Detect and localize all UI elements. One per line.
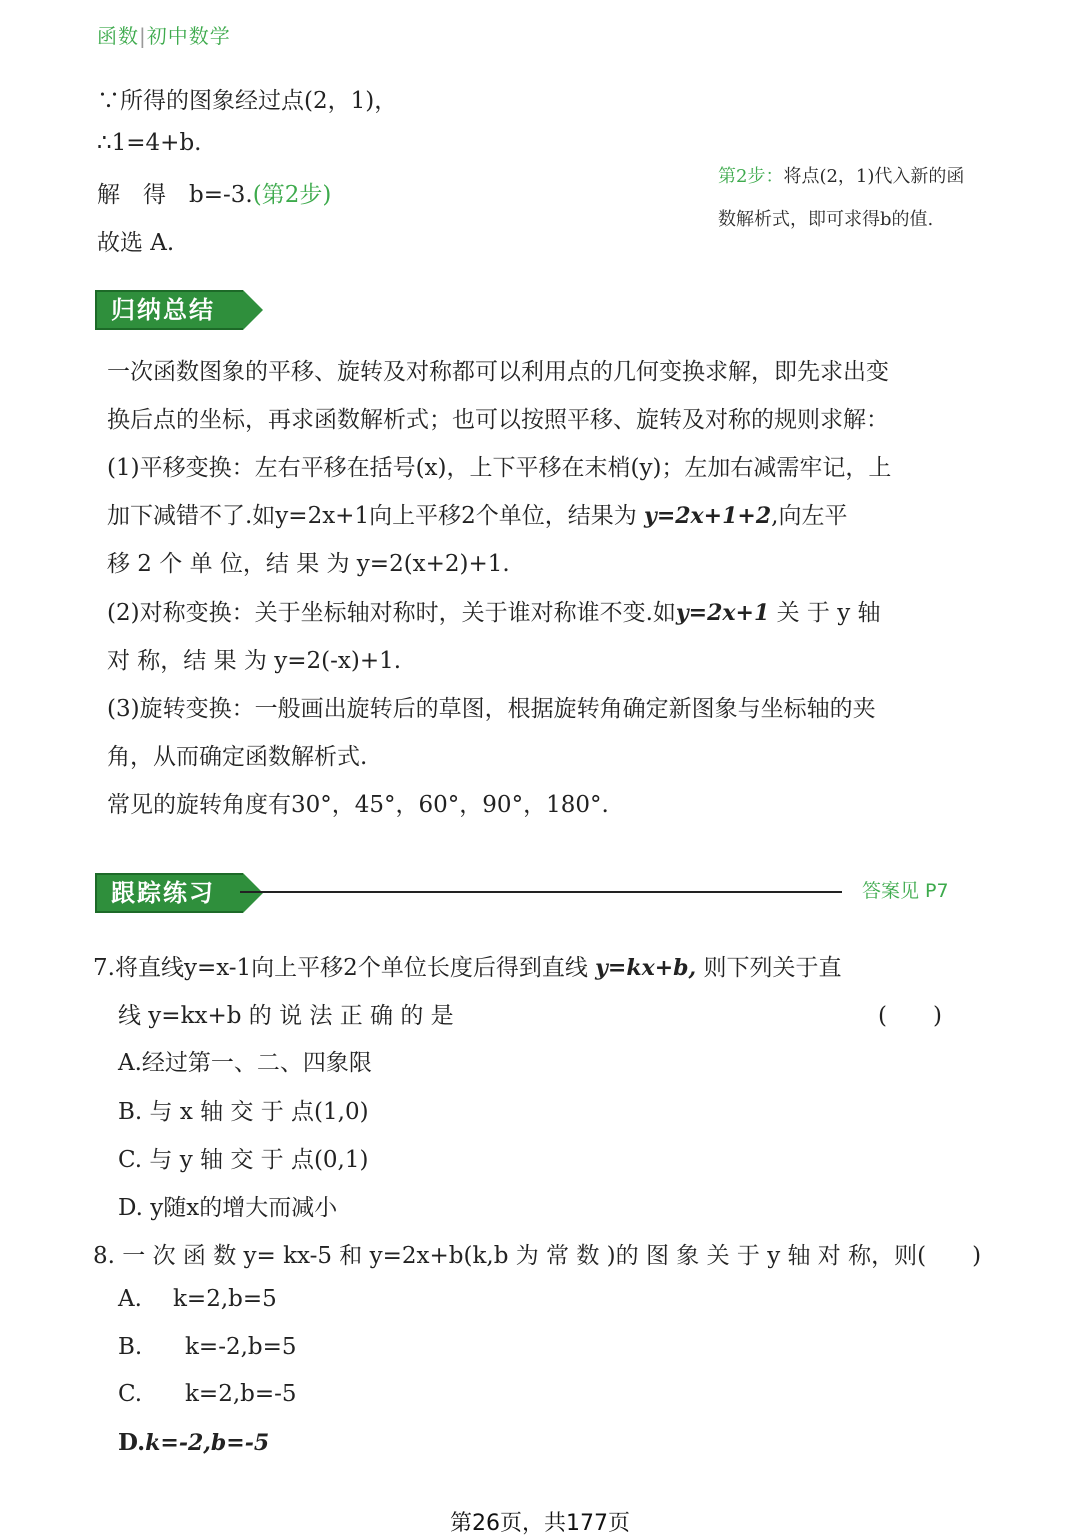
q8-option-b bbox=[118, 1334, 297, 1360]
summary-line-9: 角，从而确定函数解析式. bbox=[107, 744, 368, 770]
practice-banner-label: 跟踪练习 bbox=[95, 873, 243, 913]
summary-line-8: (3)旋转变换：一般画出旋转后的草图，根据旋转角确定新图象与坐标轴的夹 bbox=[107, 696, 876, 722]
q7-stem-text: 7.将直线y=x-1向上平移2个单位长度后得到直线 bbox=[93, 955, 588, 981]
q7-stem-line-1 bbox=[93, 949, 842, 982]
summary-line-4-math: y=2x+1+2 bbox=[644, 503, 772, 529]
q8-option-a-text: k=2,b=5 bbox=[173, 1286, 277, 1312]
page-footer: 第26页，共177页 bbox=[450, 1511, 630, 1536]
header-subject: 函数 bbox=[97, 24, 139, 48]
step-label: (第2步) bbox=[252, 182, 332, 208]
summary-line-5: 移 2 个 单 位，结 果 为 y=2(x+2)+1. bbox=[107, 551, 510, 577]
q7-stem-math: y=kx+b, bbox=[595, 955, 697, 981]
q7-stem-line-2: 线 y=kx+b 的 说 法 正 确 的 是 bbox=[118, 1003, 454, 1029]
header-level: 初中数学 bbox=[146, 24, 231, 48]
page-header bbox=[97, 20, 231, 49]
summary-line-6-suffix: 关 于 y 轴 bbox=[776, 600, 881, 626]
summary-line-6-math: y=2x+1 bbox=[675, 600, 770, 626]
summary-line-4 bbox=[107, 497, 847, 530]
q8-option-b-text: k=-2,b=5 bbox=[185, 1334, 297, 1360]
summary-line-4-text: 加下减错不了.如y=2x+1向上平移2个单位，结果为 bbox=[107, 503, 637, 529]
solution-line-2: ∴1=4+b. bbox=[97, 130, 202, 156]
q8-option-d-letter: D. bbox=[118, 1429, 146, 1456]
q7-option-d: D. y随x的增大而减小 bbox=[118, 1195, 338, 1221]
summary-line-1: 一次函数图象的平移、旋转及对称都可以利用点的几何变换求解，即先求出变 bbox=[107, 359, 889, 385]
q7-option-c: C. 与 y 轴 交 于 点(0,1) bbox=[118, 1147, 369, 1173]
solution-line-3 bbox=[97, 176, 331, 209]
solution-line-1: ∵所得的图象经过点(2，1)， bbox=[97, 88, 398, 114]
summary-line-2: 换后点的坐标，再求函数解析式；也可以按照平移、旋转及对称的规则求解： bbox=[107, 407, 889, 433]
summary-line-6 bbox=[107, 594, 881, 627]
q8-option-a bbox=[118, 1286, 277, 1312]
q8-option-b-letter: B. bbox=[118, 1334, 143, 1360]
q8-stem: 8. 一 次 函 数 y= kx-5 和 y=2x+b(k,b 为 常 数 )的 图 象 关 于 y 轴 对 称，则( ) bbox=[93, 1243, 982, 1269]
q8-option-d-text: k=-2,b=-5 bbox=[145, 1430, 270, 1456]
q8-option-c-letter: C. bbox=[118, 1381, 143, 1407]
side-note-label: 第2步： bbox=[718, 166, 784, 187]
q8-option-c bbox=[118, 1381, 297, 1407]
answer-reference: 答案见 P7 bbox=[862, 880, 949, 902]
q7-option-a: A.经过第一、二、四象限 bbox=[118, 1050, 372, 1076]
section-divider bbox=[240, 891, 842, 893]
solution-line-4: 故选 A. bbox=[97, 230, 175, 256]
header-separator: | bbox=[139, 24, 147, 48]
summary-line-6-text: (2)对称变换：关于坐标轴对称时，关于谁对称谁不变.如 bbox=[107, 600, 676, 626]
side-note bbox=[718, 155, 973, 241]
q8-option-d bbox=[118, 1429, 269, 1456]
q8-option-a-letter: A. bbox=[118, 1286, 142, 1312]
summary-line-3: (1)平移变换：左右平移在括号(x)，上下平移在末梢(y)；左加右减需牢记，上 bbox=[107, 455, 892, 481]
q7-option-b: B. 与 x 轴 交 于 点(1,0) bbox=[118, 1099, 369, 1125]
solution-line-3-main: 解 得 b=-3. bbox=[97, 182, 253, 208]
summary-banner-label: 归纳总结 bbox=[95, 290, 243, 330]
q7-answer-paren: ( ) bbox=[878, 1003, 942, 1029]
side-note-text: 将点(2，1)代入新的函数解析式，即可求得b的值. bbox=[718, 166, 965, 230]
practice-banner bbox=[95, 873, 243, 913]
summary-banner bbox=[95, 290, 243, 330]
summary-line-10: 常见的旋转角度有30°，45°，60°，90°，180°. bbox=[107, 792, 609, 818]
summary-line-4-suffix: ,向左平 bbox=[771, 503, 848, 529]
q7-stem-tail: 则下列关于直 bbox=[703, 955, 842, 981]
summary-line-7: 对 称，结 果 为 y=2(-x)+1. bbox=[107, 648, 402, 674]
q8-option-c-text: k=2,b=-5 bbox=[185, 1381, 297, 1407]
